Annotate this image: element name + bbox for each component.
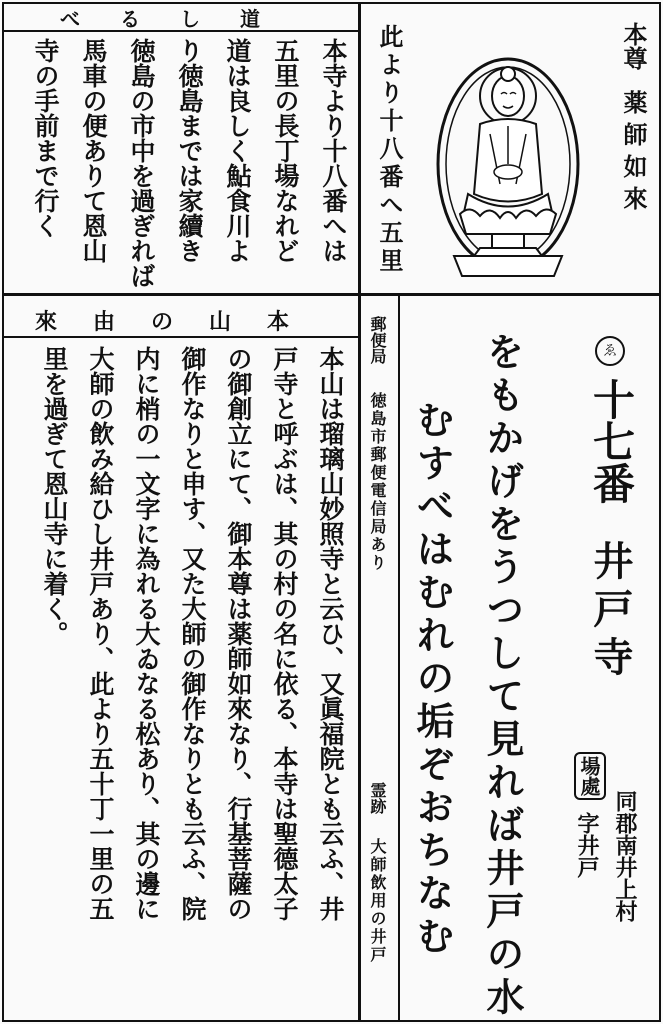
post-label: 郵便局 (368, 316, 387, 364)
buddha-statue-icon (430, 44, 586, 284)
honzon-label: 本尊 (619, 22, 648, 70)
origin-line: 里を過ぎて恩山寺に着く。 (40, 346, 69, 646)
waymark-line: り徳島までは家續き (175, 38, 204, 263)
relic-label: 霊跡 (368, 782, 387, 814)
bottom-left-header (20, 306, 340, 334)
poem-line-2: むすべはむれの垢ぞおちなむ (410, 400, 455, 959)
waymark-line: 道は良しく鮎食川よ (223, 38, 252, 263)
location-badge: 場處 (574, 752, 606, 800)
top-left-header (20, 4, 340, 30)
post-text: 徳島市郵便電信局あり (368, 392, 387, 572)
origin-line: の御創立にて、御本尊は薬師如來なり、行基菩薩の (224, 346, 253, 921)
waymark-line: 寺の手前まで行く (31, 38, 60, 238)
temple-mark-icon (595, 336, 625, 366)
temple-name: 井戸寺 (587, 540, 634, 684)
waymark-line: 徳島の市中を過ぎれば (127, 38, 156, 288)
relic-text: 大師飲用の井戸 (368, 838, 387, 964)
temple-number: 十七番 (587, 378, 636, 504)
origin-line: 内に梢の一文字に為れる大ゐなる松あり、其の邊に (132, 346, 161, 921)
origin-line: 戸寺と呼ぶは、其の村の名に依る、本寺は聖德太子 (270, 346, 299, 921)
poem-line-1: をもかげをうつして見れば井戸の水 (480, 332, 525, 1020)
distance-note: 此より十八番へ五里 (375, 24, 404, 276)
vertical-divider-center (358, 2, 361, 1022)
honzon-name: 薬師如來 (619, 90, 648, 218)
origin-line: 本山は瑠璃山妙照寺と云ひ、又眞福院とも云ふ、井 (316, 346, 345, 921)
horizontal-divider-top (2, 293, 661, 296)
bottom-left-header-rule (2, 336, 360, 338)
waymark-line: 本寺より十八番へは (319, 38, 348, 263)
temple-circle-mark: ゑ (595, 336, 625, 366)
origin-text (31, 346, 353, 1018)
waymark-line: 馬車の便ありて恩山 (79, 38, 108, 263)
waymark-line: 五里の長丁場なれど (271, 38, 300, 263)
origin-title: 本山の由來 (34, 308, 325, 335)
address-line-1: 同郡南井上村 (612, 790, 638, 922)
address-line-2: 字井戸 (574, 812, 600, 878)
origin-line: 御作なりと申す、又た大師の御作なりとも云ふ、院 (178, 346, 207, 921)
waymark-text (21, 38, 357, 288)
origin-line: 大師の飲み給ひし井戸あり、此より五十丁一里の五 (86, 346, 115, 921)
waymark-title: 道しるべ (60, 6, 300, 31)
bottom-right-inner-divider (398, 296, 400, 1022)
